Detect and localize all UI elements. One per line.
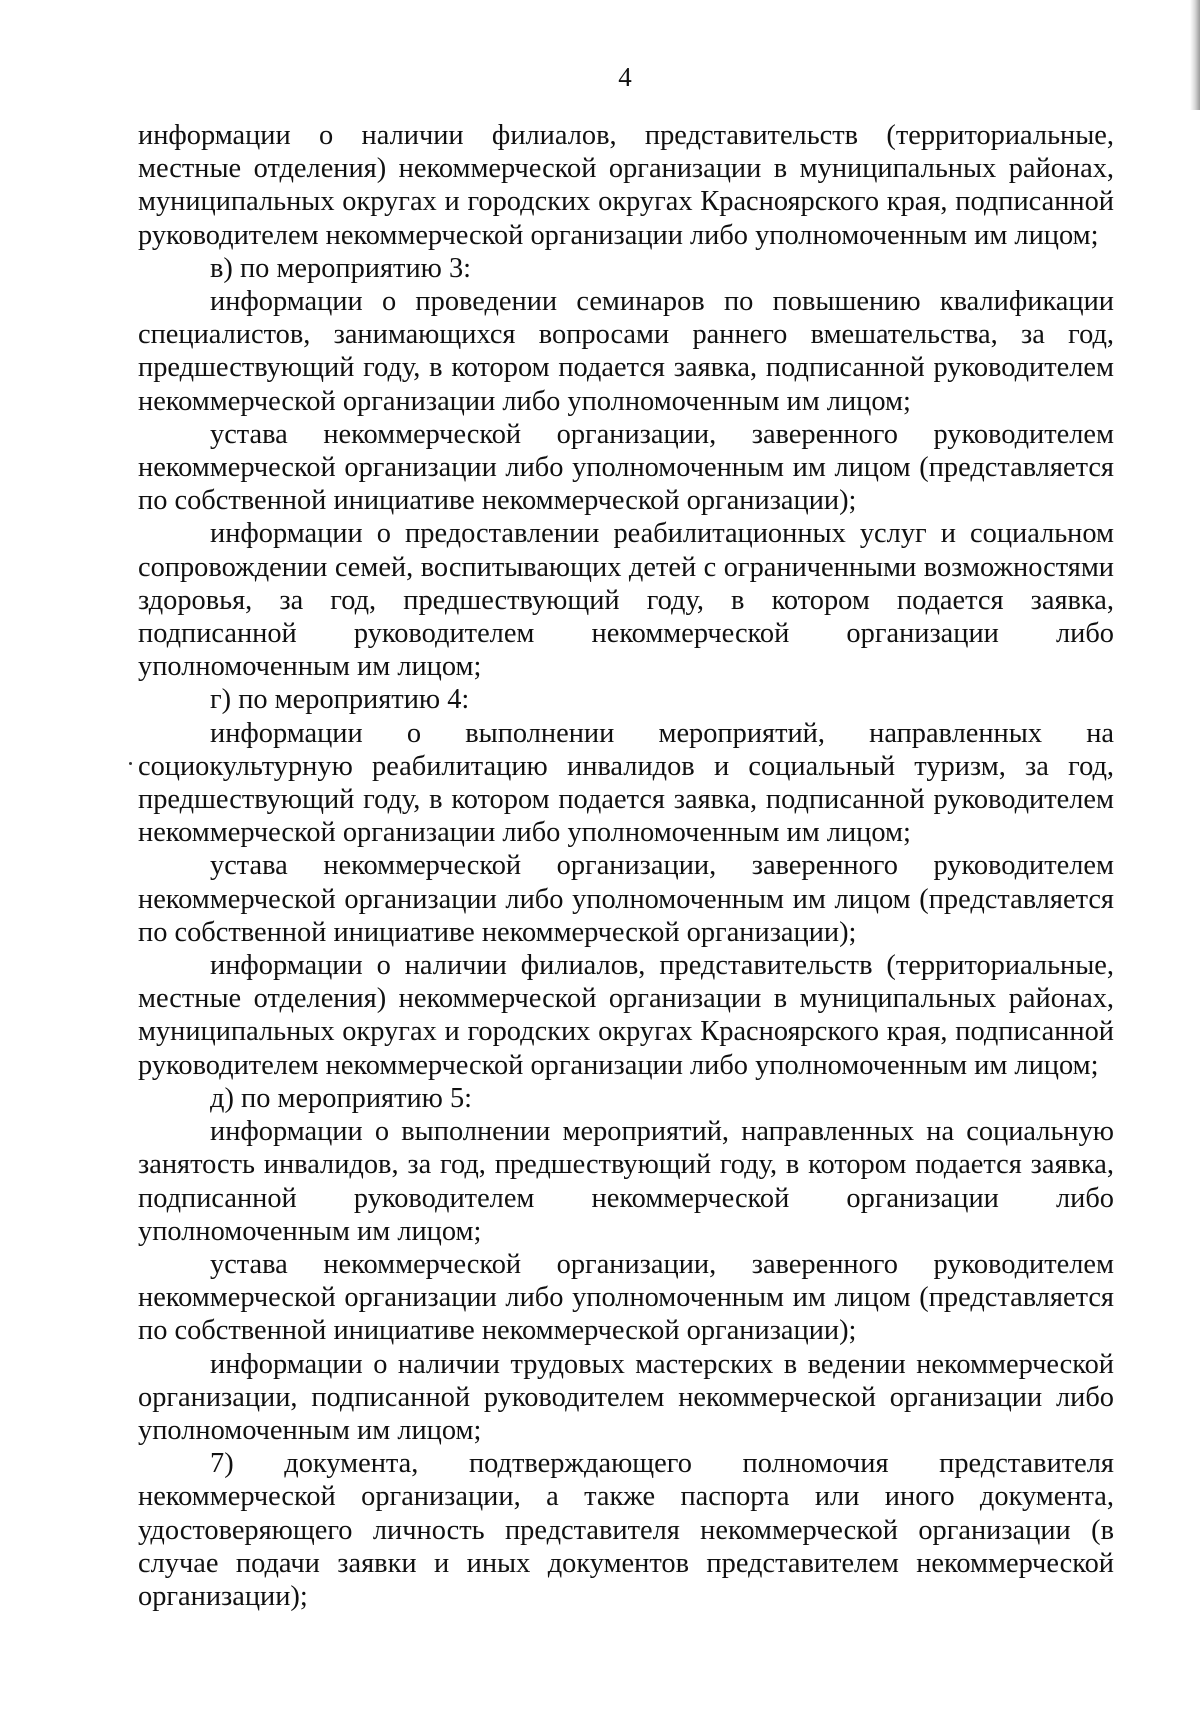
paragraph-heading-event-3: в) по мероприятию 3: bbox=[210, 252, 472, 284]
paragraph-heading-event-5: д) по мероприятию 5: bbox=[210, 1082, 473, 1114]
scan-speck bbox=[129, 762, 132, 765]
paragraph-seminars-info: информации о проведении семинаров по повышению квалификации специалистов, занимающихся вопросами раннего вмешательства, за год, предшествующий году, в котором подается заявка, подписанной руководителем некоммерческой организации либо уполномоченным им лицом; bbox=[138, 286, 1114, 417]
paragraph-workshops-info: информации о наличии трудовых мастерских в ведении некоммерческой организации, подписанной руководителем некоммерческой организации либо уполномоченным им лицом; bbox=[138, 1348, 1114, 1446]
paragraph-sociocultural-info: информации о выполнении мероприятий, направленных на социокультурную реабилитацию инвалидов и социальный туризм, за год, предшествующий году, в котором подается заявка, подписанной руководителем некоммерческой организации либо уполномоченным им лицом; bbox=[138, 717, 1114, 849]
page-number: 4 bbox=[618, 62, 632, 92]
paragraph-branches-info: информации о наличии филиалов, представительств (территориальные, местные отделения) некоммерческой организации в муниципальных районах, муниципальных округах и городских округах Красноярского края, подписанной руководителем некоммерческой организации либо уполномоченным им лицом; bbox=[138, 120, 1114, 251]
paragraph-charter: устава некоммерческой организации, заверенного руководителем некоммерческой организации либо уполномоченным им лицом (представляется по собственной инициативе некоммерческой организации); bbox=[138, 850, 1114, 948]
document-body bbox=[138, 119, 1114, 1613]
paragraph-employment-info: информации о выполнении мероприятий, направленных на социальную занятость инвалидов, за год, предшествующий году, в котором подается заявка, подписанной руководителем некоммерческой организации либо уполномоченным им лицом; bbox=[138, 1116, 1114, 1247]
paragraph-branches-info: информации о наличии филиалов, представительств (территориальные, местные отделения) некоммерческой организации в муниципальных районах, муниципальных округах и городских округах Красноярского края, подписанной руководителем некоммерческой организации либо уполномоченным им лицом; bbox=[138, 950, 1114, 1081]
paragraph-heading-event-4: г) по мероприятию 4: bbox=[210, 684, 470, 716]
paragraph-charter: устава некоммерческой организации, заверенного руководителем некоммерческой организации либо уполномоченным им лицом (представляется по собственной инициативе некоммерческой организации); bbox=[138, 1248, 1114, 1347]
paragraph-item-7-authority-document: 7) документа, подтверждающего полномочия представителя некоммерческой организации, а также паспорта или иного документа, удостоверяющего личность представителя некоммерческой организации (в случае подачи заявки и иных документов представителем некоммерческой организации); bbox=[138, 1448, 1114, 1612]
paragraph-rehab-services-info: информации о предоставлении реабилитационных услуг и социальном сопровождении семей, воспитывающих детей с ограниченными возможностями здоровья, за год, предшествующий году, в котором подается заявка, подписанной руководителем некоммерческой организации либо уполномоченным им лицом; bbox=[138, 518, 1114, 683]
paragraph-charter: устава некоммерческой организации, заверенного руководителем некоммерческой организации либо уполномоченным им лицом (представляется по собственной инициативе некоммерческой организации); bbox=[138, 418, 1114, 517]
